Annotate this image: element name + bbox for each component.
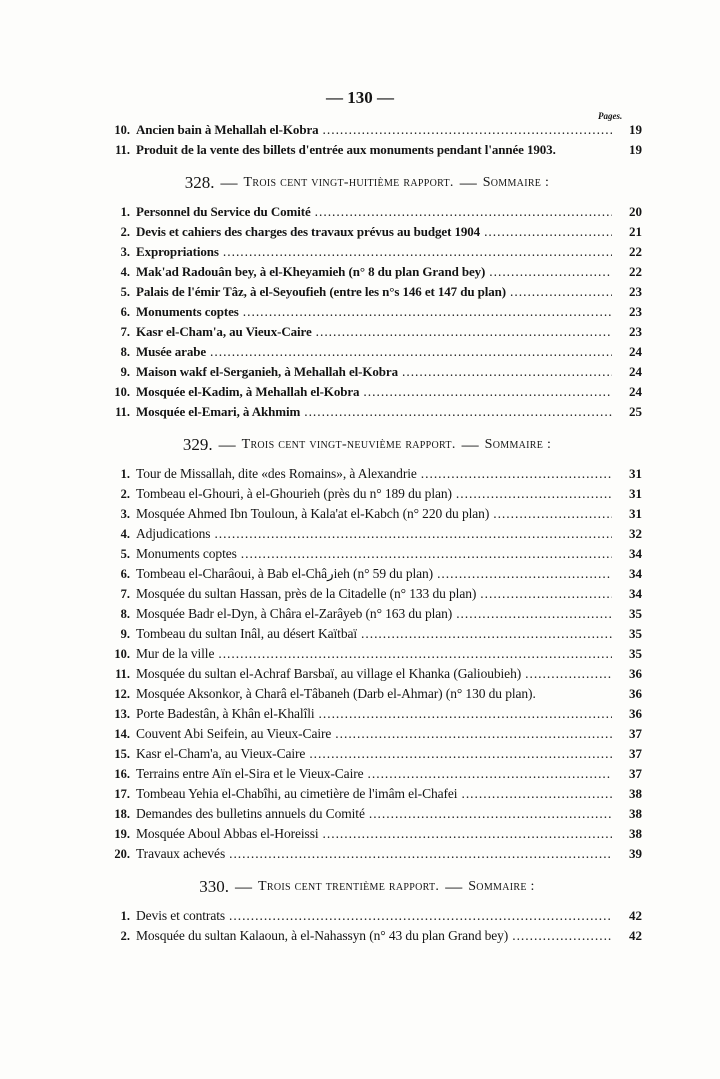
dot-leader	[421, 466, 612, 482]
entry-title: Terrains entre Aïn el-Sira et le Vieux-Caire	[136, 766, 364, 781]
entry-page: 19	[629, 122, 642, 137]
entry-title: Monuments coptes	[136, 546, 237, 561]
entry-number: 9.	[120, 365, 130, 379]
entry-number: 19.	[114, 827, 130, 841]
dot-leader	[369, 806, 612, 822]
dot-leader	[461, 786, 612, 802]
dot-leader	[437, 566, 612, 582]
dot-leader	[229, 846, 612, 862]
toc-entry	[92, 466, 642, 486]
entry-page: 36	[629, 706, 642, 721]
dot-leader	[489, 264, 612, 280]
entry-title: Demandes des bulletins annuels du Comité	[136, 806, 365, 821]
entry-page: 39	[629, 846, 642, 861]
toc-entry	[92, 626, 642, 646]
entry-page: 20	[629, 204, 642, 219]
toc-entry	[92, 284, 642, 304]
entry-page: 23	[629, 324, 642, 339]
entry-number: 6.	[120, 305, 130, 319]
entry-page: 35	[629, 606, 642, 621]
report-title: Trois cent vingt-neuvième rapport.	[241, 437, 456, 452]
entry-page: 24	[629, 384, 642, 399]
entry-page: 23	[629, 284, 642, 299]
entry-title: Kasr el-Cham'a, au Vieux-Caire	[136, 746, 306, 761]
toc-entry	[92, 786, 642, 806]
entry-title: Mur de la ville	[136, 646, 215, 661]
entry-page: 35	[629, 646, 642, 661]
entry-page: 31	[629, 486, 642, 501]
toc-entry	[92, 928, 642, 948]
entry-page: 22	[629, 264, 642, 279]
entry-title: Devis et contrats	[136, 908, 226, 923]
dot-leader	[402, 364, 612, 380]
toc-entry	[92, 746, 642, 766]
dot-leader	[316, 324, 612, 340]
toc-entry	[92, 526, 642, 546]
entry-title: Travaux achevés	[136, 846, 226, 861]
dot-leader	[243, 304, 612, 320]
entry-title: Mosquée Ahmed Ibn Touloun, à Kala'at el-Kabch (n° 220 du plan)	[136, 506, 490, 521]
toc-entry	[92, 344, 642, 364]
entry-title: Mosquée Badr el-Dyn, à Châra el-Zarâyeb (n° 163 du plan)	[136, 606, 453, 621]
entry-number: 10.	[114, 385, 130, 399]
summary-label: Sommaire :	[484, 437, 552, 452]
toc-entry	[92, 666, 642, 686]
dot-leader	[493, 506, 612, 522]
entry-page: 34	[629, 586, 642, 601]
heading-dash: —	[461, 435, 479, 454]
toc-entry	[92, 304, 642, 324]
toc-entry	[92, 706, 642, 726]
dot-leader	[363, 384, 612, 400]
toc-entry	[92, 244, 642, 264]
entry-number: 4.	[120, 527, 130, 541]
entry-page: 21	[629, 224, 642, 239]
dot-leader	[323, 826, 612, 842]
report-heading	[92, 424, 642, 466]
dot-leader	[525, 666, 612, 682]
entry-page: 36	[629, 686, 642, 701]
dot-leader	[241, 546, 612, 562]
entry-number: 10.	[114, 123, 130, 137]
entry-title: Devis et cahiers des charges des travaux prévus au budget 1904	[136, 224, 481, 239]
entry-page: 34	[629, 566, 642, 581]
entry-page: 42	[629, 928, 642, 943]
entry-page: 19	[629, 142, 642, 157]
entry-page: 31	[629, 466, 642, 481]
entry-title: Produit de la vente des billets d'entrée aux monuments pendant l'année 1903.	[136, 142, 556, 157]
entry-number: 5.	[120, 285, 130, 299]
dot-leader	[304, 404, 612, 420]
toc-entry	[92, 726, 642, 746]
entry-page: 35	[629, 626, 642, 641]
entry-number: 8.	[120, 345, 130, 359]
entry-number: 18.	[114, 807, 130, 821]
dot-leader	[218, 646, 612, 662]
entry-page: 31	[629, 506, 642, 521]
entry-number: 1.	[120, 909, 130, 923]
toc-entry	[92, 486, 642, 506]
toc-entry	[92, 686, 642, 706]
report-number: 329.	[182, 435, 213, 454]
entry-page: 38	[629, 786, 642, 801]
entry-title: Mosquée el-Emari, à Akhmim	[136, 404, 301, 419]
entry-number: 9.	[120, 627, 130, 641]
entry-title: Tombeau el-Charâoui, à Bab el-Châرieh (n° 59 du plan)	[136, 566, 434, 581]
summary-label: Sommaire :	[482, 175, 550, 190]
table-of-contents	[92, 122, 642, 948]
entry-number: 4.	[120, 265, 130, 279]
entry-number: 3.	[120, 507, 130, 521]
dot-leader	[368, 766, 612, 782]
entry-page: 36	[629, 666, 642, 681]
dot-leader	[214, 526, 612, 542]
summary-label: Sommaire :	[468, 879, 535, 894]
entry-title: Personnel du Service du Comité	[136, 204, 311, 219]
dot-leader	[223, 244, 612, 260]
entry-page: 22	[629, 244, 642, 259]
entry-number: 8.	[120, 607, 130, 621]
toc-entry	[92, 646, 642, 666]
entry-title: Tombeau du sultan Inâl, au désert Kaïtbaï	[136, 626, 358, 641]
entry-number: 2.	[120, 487, 130, 501]
entry-title: Musée arabe	[136, 344, 207, 359]
entry-title: Maison wakf el-Serganieh, à Mehallah el-Kobra	[136, 364, 398, 379]
toc-entry	[92, 846, 642, 866]
dot-leader	[319, 706, 612, 722]
heading-dash: —	[459, 173, 477, 192]
dot-leader	[309, 746, 612, 762]
entry-page: 38	[629, 826, 642, 841]
entry-number: 17.	[114, 787, 130, 801]
dot-leader	[229, 908, 612, 924]
entry-number: 7.	[120, 587, 130, 601]
toc-entry	[92, 384, 642, 404]
dot-leader	[480, 586, 612, 602]
entry-title: Mak'ad Radouân bey, à el-Kheyamieh (n° 8 du plan Grand bey)	[136, 264, 486, 279]
entry-page: 37	[629, 726, 642, 741]
entry-number: 16.	[114, 767, 130, 781]
entry-page: 24	[629, 364, 642, 379]
entry-number: 12.	[114, 687, 130, 701]
entry-number: 13.	[114, 707, 130, 721]
entry-page: 24	[629, 344, 642, 359]
toc-entry	[92, 264, 642, 284]
entry-title: Porte Badestân, à Khân el-Khalîli	[136, 706, 315, 721]
pages-column-label: Pages.	[598, 111, 623, 121]
toc-entry	[92, 122, 642, 142]
entry-page: 37	[629, 766, 642, 781]
dot-leader	[512, 928, 612, 944]
dot-leader	[510, 284, 612, 300]
toc-entry	[92, 204, 642, 224]
entry-number: 2.	[120, 225, 130, 239]
entry-page: 37	[629, 746, 642, 761]
dot-leader	[361, 626, 612, 642]
toc-entry	[92, 224, 642, 244]
entry-title: Ancien bain à Mehallah el-Kobra	[136, 122, 319, 137]
entry-title: Mosquée Aboul Abbas el-Horeissi	[136, 826, 319, 841]
dot-leader	[456, 486, 612, 502]
toc-entry	[92, 766, 642, 786]
entry-number: 11.	[115, 667, 130, 681]
entry-number: 1.	[120, 205, 130, 219]
report-number: 330.	[199, 877, 229, 896]
entry-title: Mosquée Aksonkor, à Charâ el-Tâbaneh (Darb el-Ahmar) (n° 130 du plan).	[136, 686, 536, 701]
entry-number: 20.	[114, 847, 130, 861]
report-heading	[92, 866, 642, 908]
entry-title: Expropriations	[136, 244, 219, 259]
toc-entry	[92, 324, 642, 344]
entry-number: 15.	[114, 747, 130, 761]
entry-page: 34	[629, 546, 642, 561]
entry-number: 3.	[120, 245, 130, 259]
entry-page: 42	[629, 908, 642, 923]
entry-page: 32	[629, 526, 642, 541]
report-title: Trois cent trentième rapport.	[258, 879, 440, 894]
toc-entry	[92, 142, 642, 162]
entry-title: Palais de l'émir Tâz, à el-Seyoufieh (entre les n°s 146 et 147 du plan)	[136, 284, 507, 299]
heading-dash: —	[445, 877, 463, 896]
entry-number: 14.	[114, 727, 130, 741]
entry-number: 1.	[120, 467, 130, 481]
entry-number: 5.	[120, 547, 130, 561]
entry-number: 11.	[115, 143, 130, 157]
entry-title: Kasr el-Cham'a, au Vieux-Caire	[136, 324, 312, 339]
entry-title: Mosquée du sultan Hassan, près de la Citadelle (n° 133 du plan)	[136, 586, 477, 601]
report-number: 328.	[184, 173, 215, 192]
entry-title: Mosquée el-Kadim, à Mehallah el-Kobra	[136, 384, 360, 399]
entry-title: Mosquée du sultan el-Achraf Barsbaï, au village el Khanka (Galioubieh)	[136, 666, 522, 681]
entry-title: Adjudications	[136, 526, 211, 541]
toc-entry	[92, 364, 642, 384]
toc-entry	[92, 806, 642, 826]
toc-entry	[92, 586, 642, 606]
entry-title: Tour de Missallah, dite «des Romains», à Alexandrie	[136, 466, 417, 481]
heading-dash: —	[218, 435, 236, 454]
entry-number: 2.	[120, 929, 130, 943]
toc-entry	[92, 506, 642, 526]
entry-number: 6.	[120, 567, 130, 581]
toc-entry	[92, 546, 642, 566]
dot-leader	[335, 726, 612, 742]
page-number: — 130 —	[326, 88, 394, 107]
heading-dash: —	[235, 877, 252, 896]
report-heading	[92, 162, 642, 204]
toc-entry	[92, 826, 642, 846]
dot-leader	[315, 204, 612, 220]
entry-page: 25	[629, 404, 642, 419]
toc-entry	[92, 908, 642, 928]
entry-number: 11.	[115, 405, 130, 419]
entry-title: Couvent Abi Seifein, au Vieux-Caire	[136, 726, 332, 741]
toc-entry	[92, 404, 642, 424]
entry-number: 7.	[120, 325, 130, 339]
entry-title: Mosquée du sultan Kalaoun, à el-Nahassyn (n° 43 du plan Grand bey)	[136, 928, 509, 943]
toc-entry	[92, 606, 642, 626]
entry-title: Tombeau Yehia el-Chabîhi, au cimetière de l'imâm el-Chafei	[136, 786, 458, 801]
dot-leader	[456, 606, 612, 622]
toc-entry	[92, 566, 642, 586]
entry-title: Tombeau el-Ghouri, à el-Ghourieh (près du n° 189 du plan)	[136, 486, 452, 501]
heading-dash: —	[220, 173, 238, 192]
dot-leader	[323, 122, 612, 138]
entry-number: 10.	[114, 647, 130, 661]
entry-page: 23	[629, 304, 642, 319]
report-title: Trois cent vingt-huitième rapport.	[243, 175, 454, 190]
dot-leader	[484, 224, 612, 240]
entry-title: Monuments coptes	[136, 304, 239, 319]
dot-leader	[210, 344, 612, 360]
entry-page: 38	[629, 806, 642, 821]
